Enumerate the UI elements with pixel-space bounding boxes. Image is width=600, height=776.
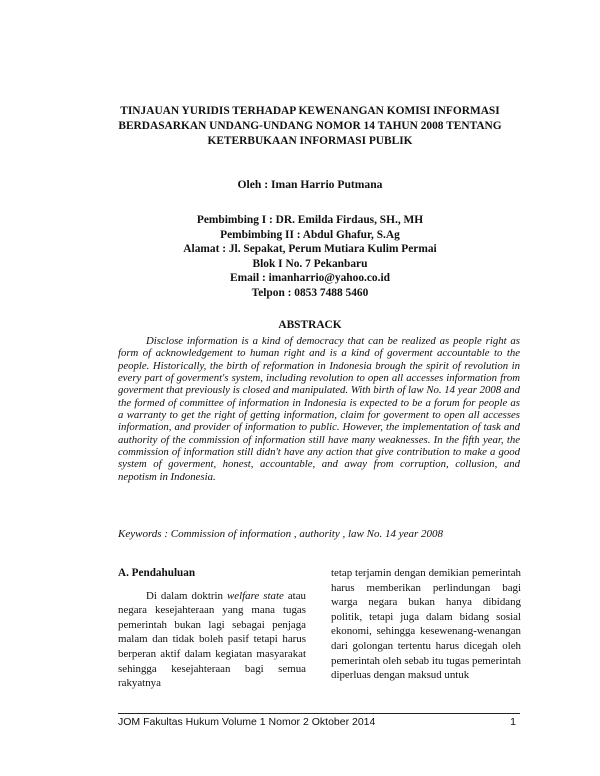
author-line: Oleh : Iman Harrio Putmana [237,178,383,191]
keywords-line: Keywords : Commission of information , authority , law No. 14 year 2008 [118,528,444,540]
supervisor-2: Pembimbing II : Abdul Ghafur, S.Ag [220,228,400,241]
email-line: Email : imanharrio@yahoo.co.id [230,272,390,284]
abstract-heading: ABSTRACK [278,319,342,331]
address-line-1: Alamat : Jl. Sepakat, Perum Mutiara Kulim Permai [183,243,437,255]
footer-divider [118,713,520,714]
page-number: 1 [510,716,516,728]
journal-info: JOM Fakultas Hukum Volume 1 Nomor 2 Oktober 2014 [118,716,376,728]
section-heading: A. Pendahuluan [118,567,196,579]
paragraph-text-rest: atau negara kesejahteraan yang mana tugas pemerintah bukan lagi sebagai penjaga malam dan tidak boleh pasif tetapi harus berperan aktif dalam kegiatan masyarakat sehingga kesejahteraan bagi semua rakyatnya [118,589,306,690]
paragraph-text-start: Di dalam doktrin [146,589,227,602]
left-column-paragraph [118,589,306,691]
paragraph-term-italic: welfare state [226,589,284,602]
title-line-1: TINJAUAN YURIDIS TERHADAP KEWENANGAN KOMISI INFORMASI [120,105,500,117]
right-column-paragraph: tetap terjamin dengan demikian pemerintah harus memberikan perlindungan bagi warga negara bukan hanya dibidang politik, tetapi juga dalam bidang sosial ekonomi, sehingga kesewenang-wenangan dari golongan tertentu harus dicegah oleh pemerintah oleh sebab itu tugas pemerintah diperluas dengan maksud untuk [331,567,521,682]
address-line-2: Blok I No. 7 Pekanbaru [252,257,368,270]
abstract-body: Disclose information is a kind of democracy that can be realized as people right as form of acknowledgement to human right and is a kind of goverment accountable to the people. Historically, the birth of reformation in Indonesia brough the spirit of revolution in every part of goverment's system, including revolution to open all accesses information from goverment that previously is closed and manipulated. With birth of law No. 14 year 2008 and the formed of committee of information in Indonesia is expected to be a forum for people as a warranty to get the right of getting information, claim for goverment to open all accesses information, and provider of information to public. However, the implementation of task and authority of the commission of information still have many weaknesses. In the fifth year, the commission of information still didn't have any action that give contribution to make a good system of goverment, honest, accountable, and away from corruption, collusion, and nepotism in Indonesia. [118,335,520,483]
title-line-3: KETERBUKAAN INFORMASI PUBLIK [207,135,413,147]
left-column [118,566,306,691]
title-line-2: BERDASARKAN UNDANG-UNDANG NOMOR 14 TAHUN 2008 TENTANG [118,120,502,132]
author-info [100,213,520,300]
phone-line: Telpon : 0853 7488 5460 [251,286,369,299]
right-column [331,566,521,683]
paper-title [100,104,520,149]
page-footer [118,716,520,728]
supervisor-1: Pembimbing I : DR. Emilda Firdaus, SH., MH [196,214,424,226]
